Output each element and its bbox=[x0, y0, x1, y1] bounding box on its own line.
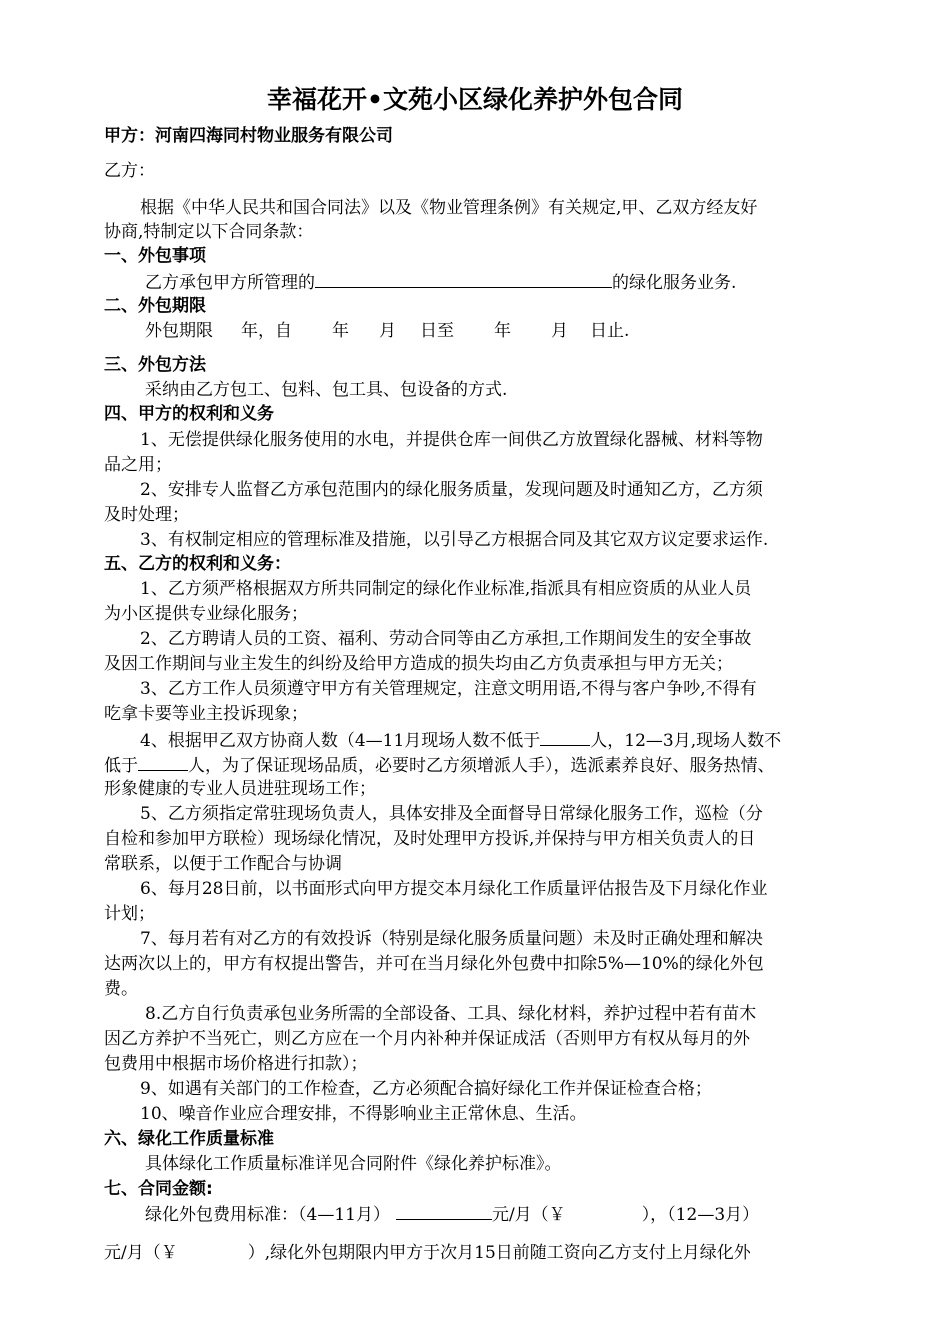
section-5-line: 6、每月28日前，以书面形式向甲方提交本月绿化工作质量评估报告及下月绿化作业 bbox=[140, 879, 768, 899]
section-5-line: 2、乙方聘请人员的工资、福利、劳动合同等由乙方承担,工作期间发生的安全事故 bbox=[140, 629, 752, 649]
section-4-line: 及时处理； bbox=[104, 505, 189, 525]
section-1-heading: 一、外包事项 bbox=[104, 246, 206, 266]
item-4-text-a: 4、根据甲乙双方协商人数（4—11月现场人数不低于 bbox=[140, 731, 541, 751]
section-5-item-4-line-3: 形象健康的专业人员进驻现场工作； bbox=[104, 779, 376, 799]
section-5-line: 10、噪音作业应合理安排，不得影响业主正常休息、生活。 bbox=[140, 1104, 587, 1124]
fee-label: 绿化外包费用标准：（4—11月） bbox=[145, 1205, 390, 1225]
section-5-line: 包费用中根据市场价格进行扣款）； bbox=[104, 1054, 368, 1074]
section-4-line: 1、无偿提供绿化服务使用的水电，并提供仓库一间供乙方放置绿化器械、材料等物 bbox=[140, 430, 763, 450]
section-4-line: 3、有权制定相应的管理标准及措施，以引导乙方根据合同及其它双方议定要求运作. bbox=[140, 530, 769, 550]
party-b: 乙方： bbox=[104, 161, 155, 181]
staff-count-blank-2 bbox=[138, 753, 188, 771]
party-a: 甲方：河南四海同村物业服务有限公司 bbox=[104, 126, 393, 146]
fee-unit-2: 元/月（￥ bbox=[104, 1243, 178, 1263]
fee-amount-blank bbox=[396, 1202, 492, 1220]
section-5-line: 达两次以上的，甲方有权提出警告，并可在当月绿化外包费中扣除5%—10%的绿化外包 bbox=[104, 954, 764, 974]
section-5-line: 1、乙方须严格根据双方所共同制定的绿化作业标准,指派具有相应资质的从业人员 bbox=[140, 579, 752, 599]
section-5-line: 自检和参加甲方联检）现场绿化情况，及时处理甲方投诉,并保持与甲方相关负责人的日 bbox=[104, 829, 756, 849]
payment-terms-text: ）,绿化外包期限内甲方于次月15日前随工资向乙方支付上月绿化外 bbox=[247, 1243, 751, 1263]
term-start-month: 月 bbox=[379, 321, 396, 341]
section-6-heading: 六、绿化工作质量标准 bbox=[104, 1129, 274, 1149]
term-start-day: 日至 bbox=[420, 321, 454, 341]
section-5-line: 因乙方养护不当死亡，则乙方应在一个月内补种并保证成活（否则甲方有权从每月的外 bbox=[104, 1029, 750, 1049]
item-4-text-c: 低于 bbox=[104, 756, 138, 776]
section-5-line: 为小区提供专业绿化服务； bbox=[104, 604, 308, 624]
scope-blank bbox=[315, 270, 612, 288]
section-5-line: 常联系，以便于工作配合与协调 bbox=[104, 854, 342, 874]
item-4-text-d: 人，为了保证现场品质，必要时乙方须增派人手），选派素养良好、服务热情、 bbox=[188, 756, 775, 776]
section-1-text-post: 的绿化服务业务. bbox=[612, 273, 737, 293]
intro-line-1: 根据《中华人民共和国合同法》以及《物业管理条例》有关规定,甲、乙双方经友好 bbox=[140, 198, 758, 218]
term-end-month: 月 bbox=[551, 321, 568, 341]
section-2-heading: 二、外包期限 bbox=[104, 296, 206, 316]
section-5-item-4-line-1 bbox=[140, 728, 781, 752]
section-7-heading: 七、合同金额: bbox=[104, 1179, 213, 1199]
section-3-heading: 三、外包方法 bbox=[104, 355, 206, 375]
term-end-year: 年 bbox=[494, 321, 511, 341]
section-4-line: 2、安排专人监督乙方承包范围内的绿化服务质量，发现问题及时通知乙方，乙方须 bbox=[140, 480, 763, 500]
section-3-text: 采纳由乙方包工、包料、包工具、包设备的方式. bbox=[145, 380, 508, 400]
staff-count-blank-1 bbox=[540, 728, 590, 746]
intro-line-2: 协商,特制定以下合同条款： bbox=[104, 222, 314, 242]
section-5-line: 费。 bbox=[104, 979, 138, 999]
term-year-from: 年，自 bbox=[241, 321, 292, 341]
section-5-line: 3、乙方工作人员须遵守甲方有关管理规定，注意文明用语,不得与客户争吵,不得有 bbox=[140, 679, 757, 699]
section-5-line: 8.乙方自行负责承包业务所需的全部设备、工具、绿化材料，养护过程中若有苗木 bbox=[145, 1004, 757, 1024]
section-7-fee-line-2 bbox=[104, 1242, 751, 1264]
section-1-text bbox=[145, 270, 736, 294]
section-6-text: 具体绿化工作质量标准详见合同附件《绿化养护标准》。 bbox=[145, 1154, 562, 1174]
section-5-line: 及因工作期间与业主发生的纠纷及给甲方造成的损失均由乙方负责承担与甲方无关； bbox=[104, 654, 733, 674]
section-5-line: 吃拿卡要等业主投诉现象； bbox=[104, 704, 308, 724]
section-7-fee-line-1 bbox=[145, 1202, 759, 1226]
term-start-year: 年 bbox=[332, 321, 349, 341]
section-5-line: 计划； bbox=[104, 904, 155, 924]
fee-winter-label: ），（12—3月） bbox=[641, 1205, 760, 1225]
section-5-item-4-line-2 bbox=[104, 753, 775, 777]
contract-title: 幸福花开•文苑小区绿化养护外包合同 bbox=[267, 85, 683, 114]
section-5-line: 5、乙方须指定常驻现场负责人，具体安排及全面督导日常绿化服务工作，巡检（分 bbox=[140, 804, 763, 824]
fee-unit: 元/月（￥ bbox=[491, 1205, 566, 1225]
term-end-day: 日止. bbox=[590, 321, 630, 341]
section-4-line: 品之用； bbox=[104, 455, 172, 475]
section-5-line: 9、如遇有关部门的工作检查，乙方必须配合搞好绿化工作并保证检查合格； bbox=[140, 1079, 712, 1099]
section-1-text-pre: 乙方承包甲方所管理的 bbox=[145, 273, 315, 293]
section-5-line: 7、每月若有对乙方的有效投诉（特别是绿化服务质量问题）未及时正确处理和解决 bbox=[140, 929, 763, 949]
section-4-heading: 四、甲方的权利和义务 bbox=[104, 404, 274, 424]
term-label: 外包期限 bbox=[145, 321, 213, 341]
section-5-heading: 五、乙方的权利和义务： bbox=[104, 554, 291, 574]
item-4-text-b: 人，12—3月,现场人数不 bbox=[590, 731, 782, 751]
term-line bbox=[145, 320, 629, 342]
